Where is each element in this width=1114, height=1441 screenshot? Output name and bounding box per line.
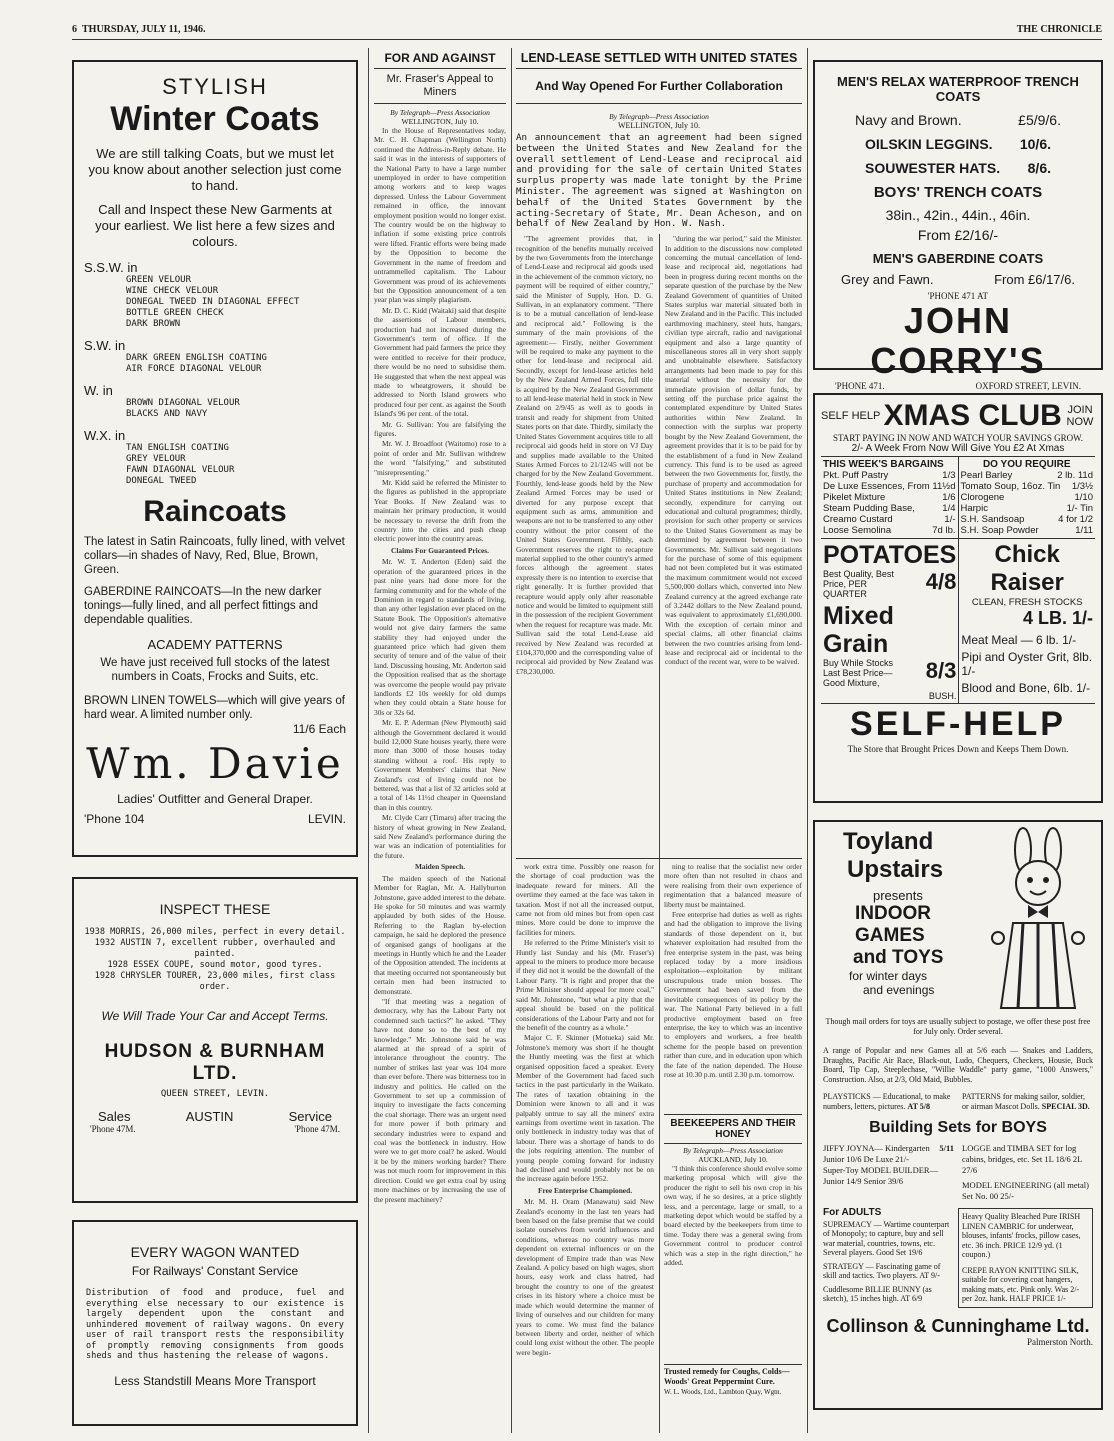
list-item: DARK BROWN bbox=[126, 319, 181, 329]
bargains-left bbox=[821, 457, 959, 538]
selfhelp-logo: SELF-HELP bbox=[850, 705, 1066, 743]
list-item: GREY VELOUR bbox=[126, 454, 186, 464]
selfhelp-label: SELF HELP bbox=[821, 410, 881, 422]
paragraph: Mr. G. Sullivan: You are falsifying the figures. bbox=[374, 419, 506, 438]
collinson-name: Collinson & Cunninghame Ltd. bbox=[826, 1315, 1090, 1336]
davie-footer bbox=[84, 812, 346, 826]
paragraph: Mr. Clyde Carr (Timaru) after tracing the history of wheat growing in New Zealand, said New Zealand's performance during the war was an indication of potentialities for the future. bbox=[374, 813, 506, 860]
collinson-mail: Though mail orders for toys are usually subject to postage, we offer these post free for July only. Order several. bbox=[825, 1017, 1091, 1036]
davie-title1: STYLISH bbox=[162, 74, 268, 99]
playsticks-block bbox=[823, 1092, 954, 1111]
patterns-text: PATTERNS for making sailor, soldier, or airman Mascot Dolls. bbox=[962, 1092, 1086, 1111]
article-lend-lease bbox=[516, 48, 802, 856]
article2-headline: LEND-LEASE SETTLED WITH UNITED STATES bbox=[516, 48, 802, 69]
list-item: Creamo Custard 1/- bbox=[823, 514, 956, 525]
corry-line1 bbox=[825, 112, 1091, 128]
paragraph: Mr. D. C. Kidd (Waitaki) said that despite the assertions of Labour members, production had not increased during the Government's term of office. If the Government had paid farmers the price they were entitled to receive for their produce, there would be no need to subsidise them. He suggested that when the next appeal was made to wheatgrowers, it should be addressed to North Island growers who produced four per cent. as against the South Island's 96 per cent. of the total. bbox=[374, 305, 506, 419]
item-name: OILSKIN LEGGINS. bbox=[865, 136, 993, 152]
bunny-row: Cuddlesome BILLIE BUNNY (as sketch), 15 inches high. AT 6/9 bbox=[823, 1284, 932, 1303]
irish-linen-row: Heavy Quality Bleached Pure IRISH LINEN CAMBRIC for underwear, blouses, infants' frocks, pillow cases, etc. 36 inch. PRICE 12/9 yd. (1 coupon.) bbox=[962, 1212, 1081, 1259]
building-left bbox=[823, 1143, 954, 1202]
list-item: BOTTLE GREEN CHECK bbox=[126, 308, 224, 318]
mixed-grain-title: Mixed Grain bbox=[823, 602, 894, 658]
corry-boys: BOYS' TRENCH COATS bbox=[873, 184, 1043, 201]
playsticks-text: PLAYSTICKS — Educational, to make numbers, letters, pictures. bbox=[823, 1092, 951, 1111]
list-item: DONEGAL TWEED IN DIAGONAL EFFECT bbox=[126, 297, 300, 307]
corry-line2 bbox=[825, 136, 1091, 152]
logge-row: LOGGE and TIMBA SET for log cabins, bridges, etc. Set 1L 18/6 2L 27/6 bbox=[962, 1143, 1082, 1175]
paragraph: Mr. W. J. Broadfoot (Waitomo) rose to a point of order and Mr. Sullivan withdrew the word "falsifying," and substituted "misrepresenting." bbox=[374, 439, 506, 477]
hudson-street: QUEEN STREET, LEVIN. bbox=[160, 1089, 270, 1099]
hudson-phone-row bbox=[84, 1124, 346, 1134]
column-rule bbox=[368, 48, 369, 1433]
woods-ad-text: Trusted remedy for Coughs, Colds—Woods' Great Peppermint Cure. bbox=[664, 1367, 790, 1386]
item-name: Navy and Brown. bbox=[855, 112, 962, 128]
wagon-advert bbox=[72, 1220, 358, 1426]
corry-line3 bbox=[825, 160, 1091, 176]
presents-label: presents bbox=[873, 888, 923, 903]
list-item: 1932 AUSTIN 7, excellent rubber, overhauled and painted. bbox=[94, 938, 336, 959]
selfhelp-tagline: The Store that Brought Prices Down and Keeps Them Down. bbox=[847, 744, 1069, 754]
item-name: Grey and Fawn. bbox=[841, 272, 934, 287]
davie-role: Ladies' Outfitter and General Draper. bbox=[117, 792, 313, 806]
paragraph: Mr. W. T. Anderton (Eden) said the operation of the guaranteed prices in the past nine years had done more for the farming community and for the whole of the Dominion in regard to standards of living, than any other legislation ever placed on the Statute Book. The Opposition's alternative would not give dairy farmers the same stability they had enjoyed under the guaranteed price which had given them security of tenure and of the value of their land. Discussing housing, Mr. Anderton said the Opposition realised that as the shortage was overcome the people would pay private landlords £2 10s weekly for old dumps when they could obtain a State house for 30s or 32s 6d. bbox=[374, 557, 506, 717]
list-item: 1928 ESSEX COUPE, sound motor, good tyres. bbox=[107, 960, 323, 970]
list-item: Tomato Soup, 16oz. Tin 1/3½ bbox=[960, 481, 1093, 492]
list-item: AIR FORCE DIAGONAL VELOUR bbox=[126, 364, 262, 374]
collinson-adults-row bbox=[823, 1208, 1093, 1308]
article2-byline: By Telegraph—Press Association bbox=[609, 112, 709, 121]
collinson-city: Palmerston North. bbox=[1027, 1336, 1093, 1347]
subheading: Claims For Guaranteed Prices. bbox=[391, 545, 489, 555]
chick-raiser-price: 4 LB. 1/- bbox=[1022, 608, 1093, 628]
corry-name: JOHN CORRY'S bbox=[870, 300, 1046, 381]
corry-advert bbox=[813, 60, 1103, 391]
list-item: Steam Pudding Base, 1/4 bbox=[823, 503, 956, 514]
page-number-date: 6 THURSDAY, JULY 11, 1946. bbox=[72, 24, 206, 35]
davie-raincoats: Raincoats bbox=[143, 495, 287, 528]
collinson-range: A range of Popular and new Games all at 5/6 each — Snakes and Ladders, Draughts, Pacific Air Race, Black-out, Ludo, Chequers, Checkers, Housie, Buck Board, Tip Cap, Steeplechase, "Willie Waddle" party game, "1000 Answers," Construction. Also, at 2/3, Old Maid, Bubbles. bbox=[823, 1046, 1093, 1084]
selfhelp-offer: 2/- A Week From Now Will Give You £2 At Xmas bbox=[851, 443, 1065, 454]
paragraph: Mr. E. P. Aderman (New Plymouth) said although the Government declared it would build 12,000 State houses yearly, there were more than 3000 of those houses today standing without a roof. His reply to Government Members' claims that New Zealand's cost of living could not be bettered, was that a list of 32 articles sold at a total of 14s 11½d cheaper in Queensland than in this country. bbox=[374, 718, 506, 812]
item-price: From £6/17/6. bbox=[994, 272, 1075, 287]
produce-left bbox=[821, 539, 959, 703]
article4-headline: BEEKEEPERS AND THEIR HONEY bbox=[664, 1114, 802, 1144]
item-price: £5/9/6. bbox=[1018, 112, 1061, 128]
davie-phone: 'Phone 104 bbox=[84, 812, 145, 826]
davie-ssw-list bbox=[84, 275, 346, 330]
paragraph: ning to realise that the socialist new order more often than not resulted in chaos and were realising from their own experience of regimentation that a balanced measure of liberty must be maintained. bbox=[664, 862, 802, 909]
collinson-advert bbox=[813, 820, 1103, 1410]
list-item: Clorogene 1/10 bbox=[960, 492, 1093, 503]
paragraph: "If that meeting was a negation of democracy, why has the Labour Party not condemned such tactics?" he asked. "They have not done so to the best of my knowledge." Mr. Johnstone said he was alarmed at the spread of a spirit of intolerance throughout the country. The number of strikes last year was 104 more than ever before. There was bitterness too in industry and politics. He called on the Government to set up a commission of inquiry to investigate the facts concerning the coal shortage. There was an urgent need for more power if both primary and secondary industries were to expand and coal was the bottleneck in industry. How were we to get more coal? he asked. Would it be by the miners working harder? There was not much room for improvement in this direction. Could we get extra coal by using more machines or by increasing the use of the present machinery? bbox=[374, 996, 506, 1204]
list-item: Pikelet Mixture 1/6 bbox=[823, 492, 956, 503]
chick-raiser-desc: CLEAN, FRESH STOCKS bbox=[971, 597, 1083, 608]
crepe-rayon-row: CREPE RAYON KNITTING SILK, suitable for covering coat hangers, making mats, etc. Pink only. Was 2/- per 2oz. hank. HALF PRICE 1/- bbox=[962, 1265, 1080, 1303]
selfhelp-advert bbox=[813, 393, 1103, 803]
article2-col1: "The agreement provides that, in recognition of the benefits mutually received by the two Governments from the interchange of Lend-Lease and reciprocal aid goods used in the achievement of the common victory, no payment will be required of either country," said the Minister of Supply, Hon. D. G. Sullivan, in an explanatory comment. "There is to be a mutual cancellation of lend-lease and reciprocal aid." Following is the summary of the main provisions of the agreement:— Firstly, neither Government will be required to make any payment to the other for lend-lease and reciprocal aid. Secondly, except for lend-lease articles held by the New Zealand Armed Forces, full title is acquired by the New Zealand Government to all lend-lease material held in stock in New Zealand on 2/9/45 as well as to goods in transit and ready for shipment from United States ports on that date. Thirdly, similarly the United States Government acquires title to all reciprocal aid goods held in store on VJ Day and supplies made available to the United States Armed Forces to 21/12/45 will not be charged for by the New Zealand Government. Fourthly, lend-lease goods held by the New Zealand Armed Forces may be used or diverted for any purpose except that equipment such as arms, ammunition and weapons are not to be transferred to any other country without the prior consent of the United States Government. Fifthly, each Government reserves the right to recapture material supplied to the other country's armed forces although the agreement states expressly there is no intention to exercise that right generally. It is further provided that recapture would apply only after reasonable notice and would be limited to equipment still in the possession of the recipient Government when the request for recapture was made. Mr. Sullivan said the total Lend-Lease aid received by New Zealand was recorded at £104,370,000 and the corresponding value of reciprocal aid provided by New Zealand was £78,230,000. bbox=[516, 234, 653, 676]
indoor-title: INDOOR bbox=[855, 903, 931, 924]
hudson-car-list bbox=[84, 927, 346, 993]
list-item: S.H. Sandsoap 4 for 1/2 bbox=[960, 514, 1093, 525]
supertoy-row: Super-Toy MODEL BUILDER— Junior 14/9 Senior 39/6 bbox=[823, 1165, 939, 1186]
chick-raiser-title: Chick Raiser bbox=[990, 541, 1064, 596]
article2-col2: "during the war period," said the Minister. In addition to the discussions now completed concerning the mutual cancellation of lend-lease and reciprocal aid, negotiations had been in progress during recent months on the separate question of the purchase by the New Zealand Government of quantities of United States surplus war material situated both in New Zealand and in the Pacific. This included earthmoving machinery, steel huts, hangars, civilian type aircraft, radio and navigational equipment and also a large quantity of miscellaneous stores all in very short supply and unobtainable elsewhere. Satisfactory arrangements had been made to pay for this material without the necessity for the immediate provision of dollar funds, by setting off the purchase price against the contemplated expenditure by United States authorities within New Zealand. In connection with the surplus war property bought by the New Zealand Government, the agreement provides that it is to be paid for by the establishment of a fund in New Zealand currency. This fund is to be used as agreed between the two Governments for, firstly, the purchase of property and accommodation for United States institutions in New Zealand; secondly, expenditure for carrying out educational and cultural programmes; thirdly, provision for such other property or services to the United States Government as may be determined by agreement between it two Governments. Mr. Sullivan said negotiations for the purchase of some of this equipment had not been completed but it was estimated the maximum commitment would not exceed 5,500,000 dollars which, converted into New Zealand currency at the agreed exchange rate of 3.2442 dollars to the New Zealand pound, was equivalent to approximately £1,690,000. With the exception of certain minor and special claims, all other financial claims between the two countries arising from lend-lease and reciprocal aid or incidental to the conduct of the recent war, were to be waived. bbox=[659, 234, 802, 904]
toys-title: and TOYS bbox=[853, 947, 944, 968]
evenings-label: and evenings bbox=[863, 983, 935, 997]
hudson-phone1: 'Phone 47M. bbox=[90, 1124, 136, 1134]
hudson-phone2: 'Phone 47M. bbox=[294, 1124, 340, 1134]
corry-title: MEN'S RELAX WATERPROOF TRENCH COATS bbox=[837, 74, 1079, 104]
corry-footer bbox=[825, 381, 1091, 391]
building-title: Building Sets for BOYS bbox=[869, 1119, 1047, 1136]
davie-gabardine: GABERDINE RAINCOATS—In the new darker tonings—fully lined, and all perfect fittings and dependable qualities. bbox=[84, 586, 322, 626]
paragraph: Mr. M. H. Oram (Manawatu) said New Zealand's economy in the last ten years had been based on the false premise that we could isolate ourselves from world influences and conditions, whereas no country was more dependent on external influences or on the development of Empire trade than was New Zealand. A policy based on high wages, short hours, easy work and class hatred, had brought the country to one of the greatest crises in its history where a choice must be made which would determine the manner of living of ourselves and our children for many years to come. We must find the balance between liberty and order, neither of which could long exist without the other. The people were begin- bbox=[516, 1197, 654, 1357]
davie-satin: The latest in Satin Raincoats, fully lined, with velvet collars—in shades of Navy, Red, Blue, Brown, Green. bbox=[84, 536, 345, 576]
toyland-heading bbox=[823, 828, 1093, 1003]
list-item: 1928 CHRYSLER TOURER, 23,000 miles, first class order. bbox=[94, 971, 336, 992]
supremacy-row: SUPREMACY — Wartime counterpart of Monopoly; to capture, buy and sell war material, countries, towns, etc. Several players. Good Set 19/6 bbox=[823, 1219, 950, 1257]
article2-dateline: WELLINGTON, July 10. bbox=[617, 121, 701, 130]
jiffy-row: JIFFY JOYNA— Kindergarten 5/11 bbox=[823, 1143, 954, 1153]
list-item: De Luxe Essences, From 11½d bbox=[823, 481, 956, 492]
hudson-trade: We Will Trade Your Car and Accept Terms. bbox=[101, 1009, 329, 1023]
collinson-building-row bbox=[823, 1143, 1093, 1202]
list-item: DARK GREEN ENGLISH COATING bbox=[126, 353, 267, 363]
meat-meal: Meat Meal — 6 lb. 1/- bbox=[961, 633, 1077, 647]
article4-body bbox=[664, 862, 802, 1112]
games-title: GAMES bbox=[855, 925, 925, 946]
paragraph: Free enterprise had duties as well as rights and had the obligation to improve the living standards of those dependent on it, but whatever exploitation had resulted from the free enterprise system in the past, was being replaced today by a more insidious exploitation—exploitation by militant unscrupulous trade union bosses. The Government had been saved from the inevitable consequences of its policy by the war. The National Party believed in a full productive employment based on free enterprise, the key to which was an incentive to employers and workers, a free health scheme for the people based on prevention rather than cure, and in education upon which the fate of the nation depended. The House rose at 10.30 p.m. until 2.30 p.m. tomorrow. bbox=[664, 910, 802, 1079]
winter-label: for winter days bbox=[849, 969, 928, 983]
potatoes-price: 4/8 bbox=[925, 569, 957, 594]
article4-dateline: AUCKLAND, July 10. bbox=[698, 1155, 768, 1164]
bargains-title: THIS WEEK'S BARGAINS bbox=[823, 459, 944, 470]
article2-lead: An announcement that an agreement had been signed between the United States and New Zealand for the overall settlement of Lend-Lease and reciprocal aid and providing for the sale of certain United States surplus property was made late tonight by the Prime Minister. The agreement was signed at Washington on behalf of the United States Government by the acting-Secretary of State, Mr. Dean Acheson, and on behalf of New Zealand by Hon. W. Nash. bbox=[516, 132, 802, 230]
list-item: Harpic 1/- Tin bbox=[960, 503, 1093, 514]
column-rule bbox=[807, 48, 808, 1433]
list-item: BLACKS AND NAVY bbox=[126, 409, 208, 419]
page-header bbox=[72, 22, 1102, 40]
article-beekeepers bbox=[664, 862, 802, 1433]
toyland-title: Toyland bbox=[843, 828, 934, 855]
adults-title: For ADULTS bbox=[823, 1207, 882, 1218]
paragraph: The maiden speech of the National Member for Raglan, Mr. A. Hallyburton Johnstone, gave added interest to the debate. He spoke for 50 minutes and was warmly applauded by both sides of the House. Referring to the Raglan by-election campaign, he said he deplored the presence of organised gangs of hooligans at the meetings in Huntly which he and the Leader of the Opposition attended. The incidents at that meeting occurred not spontaneously but certain men had been instructed to demonstrate. bbox=[374, 873, 506, 996]
mixed-grain-desc: Buy While Stocks Last Best Price— Good Mixture, bbox=[823, 658, 894, 688]
article-for-and-against bbox=[374, 48, 506, 1433]
list-item: TAN ENGLISH COATING bbox=[126, 443, 229, 453]
article2-subhead: And Way Opened For Further Collaboration bbox=[516, 69, 802, 104]
adults-right bbox=[958, 1208, 1093, 1308]
davie-name: Wm. Davie bbox=[86, 739, 344, 788]
davie-sw: S.W. in bbox=[84, 338, 126, 353]
wagon-subtitle: For Railways' Constant Service bbox=[131, 1264, 299, 1278]
wagon-title: EVERY WAGON WANTED bbox=[130, 1244, 300, 1260]
paragraph: Major C. F. Skinner (Motueka) said Mr. Johnstone's memory was short if he thought the Huntly meeting was the first at which organised opposition faced a speaker. Every Member of the Government had faced such tactics in the past particularly in the Waikato. The rates of taxation obtaining in the Dominion were known to all and it was palpably untrue to say all the miners' extra earnings from overtime went in taxation. The only bottleneck in industry today was that of labour. There was a shortage of hands to do the jobs requiring attention. The number of young people coming forward for industry had declined and would probably not be on the increase again before 1952. bbox=[516, 1033, 654, 1184]
davie-intro: We are still talking Coats, but we must let you know about another selection just come to hand. bbox=[88, 146, 342, 193]
paragraph: work extra time. Possibly one reason for the shortage of coal production was the inadequate reward for miners. All the overtime they earned at the face was taken in taxation. Most if not all the increased output, came not from old mines but from open cast mines. More could be done to improve the facilities for miners. bbox=[516, 862, 654, 937]
wagon-footer: Less Standstill Means More Transport bbox=[114, 1373, 316, 1388]
join-now: JOIN NOW bbox=[1066, 404, 1094, 428]
article-continuation bbox=[516, 862, 654, 1433]
davie-towels-price: 11/6 Each bbox=[292, 722, 346, 736]
article1-dateline: WELLINGTON, July 10. bbox=[401, 117, 479, 126]
davie-academy: ACADEMY PATTERNS bbox=[147, 637, 283, 652]
column-rule bbox=[659, 862, 660, 1433]
corry-from: From £2/16/- bbox=[917, 227, 999, 243]
davie-academy-text: We have just received full stocks of the latest numbers in Coats, Frocks and Suits, etc. bbox=[100, 657, 330, 683]
list-item: FAWN DIAGONAL VELOUR bbox=[126, 465, 235, 475]
list-item: Pearl Barley 2 lb. 11d bbox=[960, 470, 1093, 481]
selfhelp-produce bbox=[821, 539, 1095, 704]
article1-body bbox=[374, 126, 506, 1426]
hudson-austin: AUSTIN bbox=[185, 1109, 234, 1124]
davie-sw-list bbox=[84, 353, 346, 375]
bunny-illustration bbox=[983, 828, 1093, 1018]
davie-advert bbox=[72, 60, 358, 857]
davie-title2: Winter Coats bbox=[110, 100, 320, 138]
column-rule bbox=[516, 858, 802, 859]
hudson-sales-row bbox=[84, 1109, 346, 1124]
list-item: 1938 MORRIS, 26,000 miles, perfect in every detail. bbox=[84, 927, 346, 937]
paragraph: He referred to the Prime Minister's visit to Huntly last Sunday and his (Mr. Fraser's) appeal to the miners to produce more because if they did not it would be the downfall of the Labour Party. "It is right and proper that the Prime Minister should appeal for more coal," said Mr. Johnstone, "but what a pity that the appeal should be based on the political considerations of the Labour Party and not for the benefit of the country as a whole." bbox=[516, 938, 654, 1032]
corry-address: OXFORD STREET, LEVIN. bbox=[975, 381, 1081, 391]
mixed-grain-price: 8/3 bbox=[925, 658, 957, 683]
corry-gab: MEN'S GABERDINE COATS bbox=[872, 251, 1044, 266]
column-rule bbox=[511, 48, 512, 1433]
paragraph: Mr. Kidd said he referred the Minister to the figures as published in the appropriate Year Books. If New Zealand was to maintain her primary production, it would be necessary to reverse the drift from the country into the cities and push cheap electric power into the country areas. bbox=[374, 478, 506, 544]
list-item: BROWN DIAGONAL VELOUR bbox=[126, 398, 240, 408]
paragraph: "I think this conference should evolve some marketing proposal which will give the producer the right to sell his own crop in his own way, if he so desires, at a price slightly less, and a percentage, large or small, to a marketing depot which would be staffed by a board elected by the beekeepers from time to time. Today there was a general swing from Government control to producer control which was a step in the right direction," he added. bbox=[664, 1164, 802, 1268]
item-price: 8/6. bbox=[1027, 160, 1051, 176]
building-right bbox=[962, 1143, 1093, 1202]
davie-w: W. in bbox=[84, 383, 113, 398]
davie-ssw: S.S.W. in bbox=[84, 260, 138, 275]
list-item: Pkt. Puff Pastry 1/3 bbox=[823, 470, 956, 481]
hudson-advert bbox=[72, 877, 358, 1203]
adults-left bbox=[823, 1208, 950, 1308]
require-title: DO YOU REQUIRE bbox=[982, 459, 1071, 470]
article2-columns bbox=[516, 234, 802, 904]
hudson-title: INSPECT THESE bbox=[159, 901, 271, 917]
woods-ad bbox=[664, 1364, 802, 1397]
meccano-row: MODEL ENGINEERING (all metal) Set No. 00 25/- bbox=[962, 1180, 1089, 1201]
newspaper-name: THE CHRONICLE bbox=[1016, 24, 1102, 35]
hudson-name: HUDSON & BURNHAM LTD. bbox=[104, 1041, 326, 1084]
pipi-grit: Pipi and Oyster Grit, 8lb. 1/- bbox=[961, 650, 1093, 678]
hudson-service: Service bbox=[288, 1109, 332, 1124]
blood-and-bone: Blood and Bone, 6lb. 1/- bbox=[961, 681, 1091, 695]
list-item: Loose Semolina 7d lb. bbox=[823, 525, 956, 536]
junior-row: Junior 10/6 De Luxe 21/- bbox=[823, 1154, 909, 1164]
strategy-row: STRATEGY — Fascinating game of skill and tactics. Two players. AT 9/- bbox=[823, 1261, 941, 1280]
hudson-sales: Sales bbox=[98, 1109, 131, 1124]
davie-town: LEVIN. bbox=[307, 812, 346, 826]
corry-sizes: 38in., 42in., 44in., 46in. bbox=[885, 207, 1031, 223]
davie-wx-list bbox=[84, 443, 346, 487]
davie-w-list bbox=[84, 398, 346, 420]
davie-wx: W.X. in bbox=[84, 428, 126, 443]
list-item: GREEN VELOUR bbox=[126, 275, 192, 285]
list-item: S.H. Soap Powder 1/11 bbox=[960, 525, 1093, 536]
woods-ad-address: W. L. Woods, Ltd., Lambton Quay, Wgtn. bbox=[664, 1388, 782, 1396]
davie-towels: BROWN LINEN TOWELS—which will give years of hard wear. A limited number only. bbox=[84, 695, 345, 721]
selfhelp-top bbox=[821, 399, 1095, 433]
davie-call: Call and Inspect these New Garments at your earliest. We list here a few sizes and colours. bbox=[95, 202, 335, 249]
upstairs-title: Upstairs bbox=[847, 856, 944, 883]
item-name: SOUWESTER HATS. bbox=[865, 160, 1001, 176]
potatoes-desc: Best Quality, Best Price, PER QUARTER bbox=[823, 569, 894, 599]
playsticks-price: AT 5/8 bbox=[907, 1101, 931, 1111]
article4-byline: By Telegraph—Press Association bbox=[683, 1146, 783, 1155]
paragraph: In the House of Representatives today, Mr. C. H. Chapman (Wellington North) continued the Address-in-Reply debate. He said it was in the interests of supporters of the National Party to have a large number unemployed in order to have competition among workers and to keep wages depressed. Unless the Labour Government remained in office, the innovant employment position would no longer exist. The country would be on the highway to inflation if some existing price controls were lifted. Frantic efforts were being made by the Opposition to become the Government in the name of freedom and untrammelled capitalism. The Labour Government was proud of its achievements but the Opposition announcement of a ten year plan was simply plagiarism. bbox=[374, 126, 506, 305]
produce-right bbox=[959, 539, 1095, 703]
subheading: Free Enterprise Championed. bbox=[537, 1185, 633, 1195]
bush-label: BUSH. bbox=[928, 691, 957, 701]
selfhelp-bargains bbox=[821, 456, 1095, 539]
item-price: 10/6. bbox=[1019, 136, 1051, 152]
bargains-right bbox=[959, 457, 1096, 538]
article1-byline: By Telegraph—Press Association bbox=[390, 108, 490, 117]
patterns-block bbox=[962, 1092, 1093, 1111]
xmas-club-title: XMAS CLUB bbox=[883, 399, 1062, 432]
selfhelp-start: START PAYING IN NOW AND WATCH YOUR SAVINGS GROW. bbox=[832, 433, 1084, 443]
corry-phone-top: 'PHONE 471 AT bbox=[927, 291, 989, 301]
list-item: WINE CHECK VELOUR bbox=[126, 286, 219, 296]
patterns-price: SPECIAL 3D. bbox=[1041, 1101, 1090, 1111]
article1-headline: FOR AND AGAINST bbox=[374, 48, 506, 69]
article4-text bbox=[664, 1164, 802, 1364]
list-item: DONEGAL TWEED bbox=[126, 476, 197, 486]
corry-gab-line bbox=[825, 272, 1091, 287]
corry-phone: 'PHONE 471. bbox=[835, 381, 885, 391]
potatoes-title: POTATOES bbox=[823, 541, 957, 569]
subheading: Maiden Speech. bbox=[414, 862, 466, 872]
collinson-playsticks-row bbox=[823, 1092, 1093, 1111]
wagon-body: Distribution of food and produce, fuel and everything else necessary to our existence is largely dependent upon the constant and unhindered movement of railway wagons. On every user of rail transport rests the responsibility of promptly removing consignments from goods sheds and thus hastening the release of wagons. bbox=[86, 1288, 344, 1361]
article1-subhead: Mr. Fraser's Appeal to Miners bbox=[374, 69, 506, 104]
